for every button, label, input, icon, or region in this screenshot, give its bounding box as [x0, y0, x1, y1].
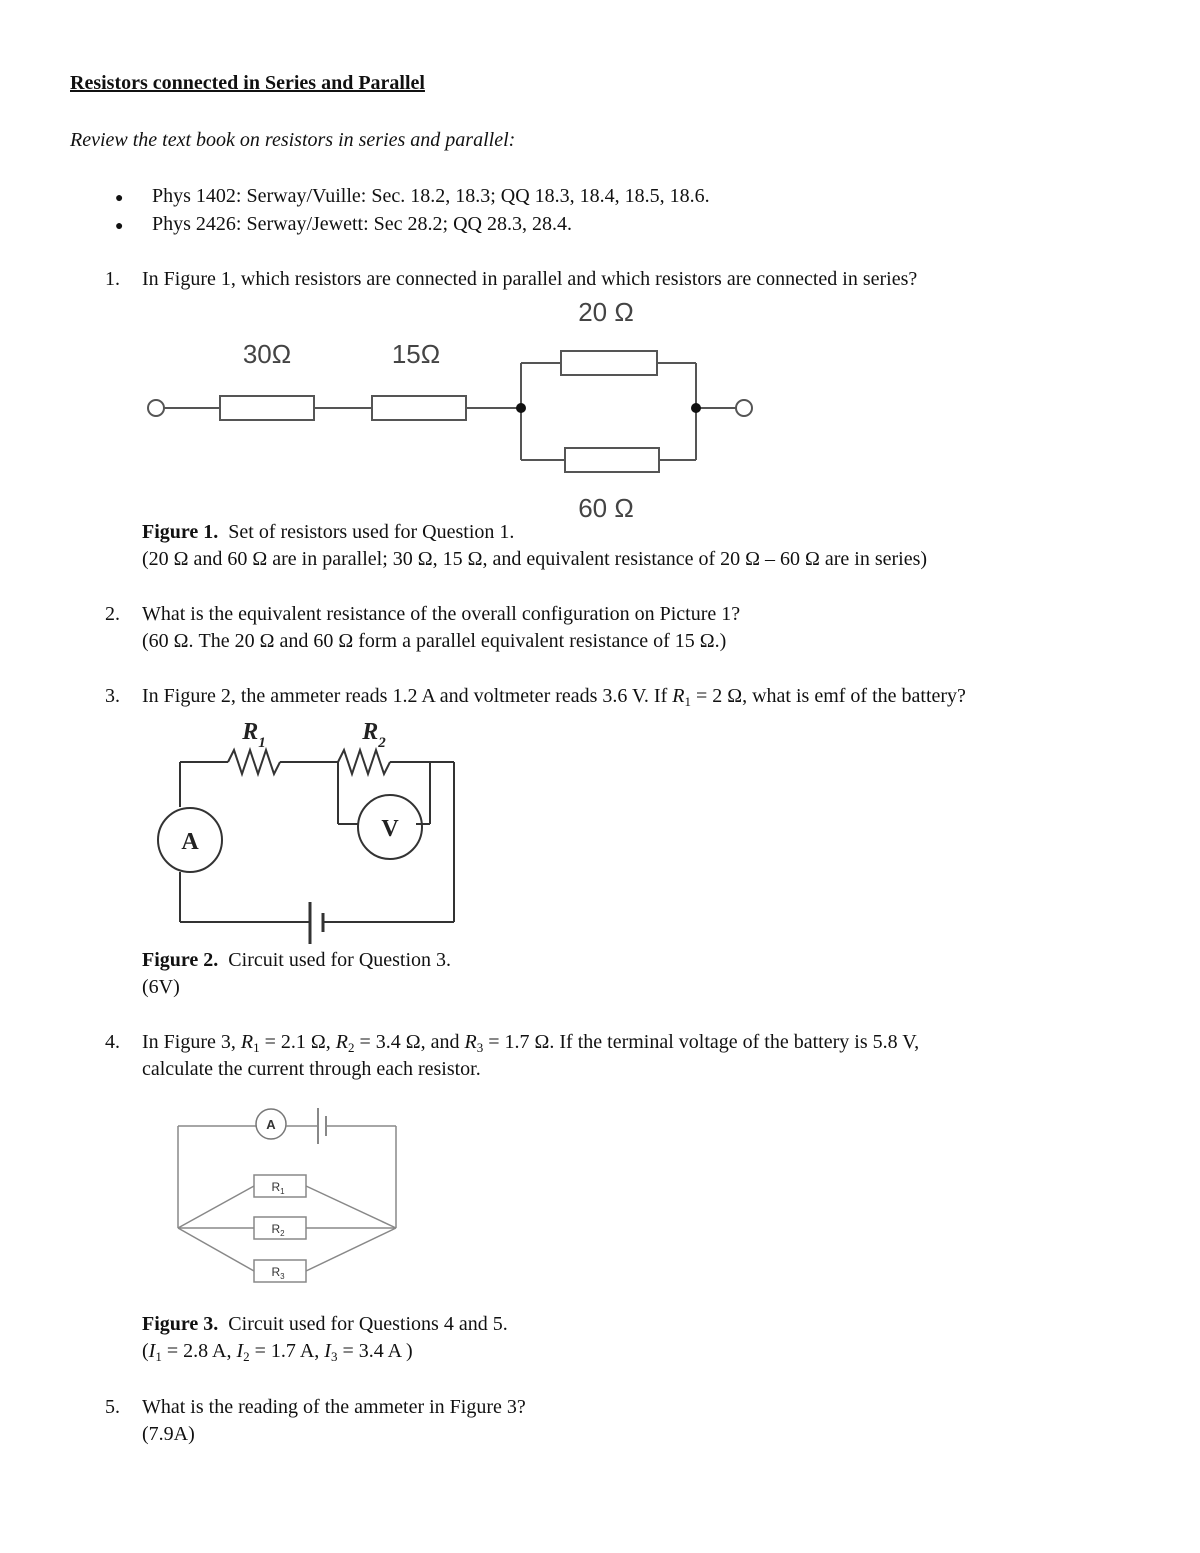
label-60-ohm: 60 Ω — [578, 493, 634, 523]
bullet-icon: ● — [115, 191, 124, 206]
label-r3: $R_3$ — [271, 1265, 285, 1281]
q4-r1-subscript: 1 — [253, 1040, 260, 1055]
q4-text-a: In Figure 3, — [142, 1031, 241, 1053]
label-r2: $R_2$ — [271, 1222, 285, 1238]
figure-1-caption-text: Set of resistors used for Question 1. — [228, 521, 515, 543]
q4-answer-open: ( — [142, 1340, 149, 1362]
figure-3-circuit — [170, 1100, 410, 1290]
node-dot — [691, 403, 701, 413]
q5-text: What is the reading of the ammeter in Figure 3? — [142, 1396, 526, 1418]
q4-i1-subscript: 1 — [155, 1349, 162, 1364]
q4-r2-symbol: R — [335, 1031, 348, 1053]
q4-r1-symbol: R — [240, 1031, 254, 1053]
q3-answer: (6V) — [142, 976, 180, 998]
figure-1-caption — [142, 520, 514, 544]
label-r2: $R_2$ — [362, 719, 386, 751]
figure-2-caption-text: Circuit used for Question 3. — [228, 949, 452, 971]
ammeter-label: A — [181, 829, 199, 855]
q1-text: In Figure 1, which resistors are connected in parallel and which resistors are connected in series? — [142, 268, 918, 290]
q4-answer — [142, 1339, 413, 1363]
resistor-30 — [220, 396, 314, 420]
q4-r3-symbol: R — [464, 1031, 477, 1053]
ammeter-label: A — [266, 1117, 276, 1132]
q4-r3-value: = 1.7 Ω. If the terminal voltage of the battery is 5.8 V, — [483, 1031, 920, 1053]
node-dot — [516, 403, 526, 413]
resistor-15 — [372, 396, 466, 420]
q4-r2-subscript: 2 — [347, 1040, 355, 1055]
bullet-text-1: Phys 1402: Serway/Vuille: Sec. 18.2, 18.3; QQ 18.3, 18.4, 18.5, 18.6. — [152, 185, 710, 207]
q4-i3-subscript: 3 — [330, 1349, 338, 1364]
q4-i3-symbol: I — [324, 1340, 331, 1362]
label-20-ohm: 20 Ω — [578, 297, 634, 327]
q5-number: 5. — [105, 1396, 120, 1418]
bullet-item — [115, 184, 123, 211]
q4-i3-value: = 3.4 A ) — [337, 1340, 413, 1362]
q4-r2-value: = 3.4 Ω, and — [354, 1031, 465, 1053]
q2-number: 2. — [105, 603, 120, 625]
q4-i2-value: = 1.7 A, — [249, 1340, 325, 1362]
label-r1: $R_1$ — [242, 719, 266, 751]
q1-answer: (20 Ω and 60 Ω are in parallel; 30 Ω, 15 Ω, and equivalent resistance of 20 Ω – 60 Ω are in series) — [142, 548, 928, 570]
bullet-item — [115, 212, 123, 239]
q5-answer: (7.9A) — [142, 1423, 195, 1445]
q4-i2-subscript: 2 — [243, 1349, 250, 1364]
figure-2-circuit — [140, 712, 480, 952]
q4-i1-value: = 2.8 A, — [161, 1340, 237, 1362]
figure-3-caption-text: Circuit used for Questions 4 and 5. — [228, 1313, 508, 1335]
q4-r3-subscript: 3 — [476, 1040, 484, 1055]
figure-1-circuit — [140, 290, 780, 525]
review-intro: Review the text book on resistors in series and parallel: — [70, 129, 516, 151]
figure-3-caption — [142, 1312, 508, 1336]
label-15-ohm: 15Ω — [391, 339, 441, 369]
q3-text — [142, 684, 966, 708]
bullet-icon: ● — [115, 219, 124, 234]
q1-number: 1. — [105, 268, 120, 290]
q4-number: 4. — [105, 1031, 120, 1053]
bullet-text-2: Phys 2426: Serway/Jewett: Sec 28.2; QQ 28.3, 28.4. — [152, 213, 572, 235]
q4-r1-value: = 2.1 Ω, — [259, 1031, 336, 1053]
q3-text-a: In Figure 2, the ammeter reads 1.2 A and voltmeter reads 3.6 V. If — [142, 685, 673, 707]
resistor-r1-zigzag — [228, 750, 280, 774]
q3-number: 3. — [105, 685, 120, 707]
figure-2-caption — [142, 948, 451, 972]
q3-r-subscript: 1 — [684, 694, 691, 709]
voltmeter-label: V — [381, 816, 399, 842]
figure-3-caption-label: Figure 3. — [142, 1313, 219, 1335]
label-30-ohm: 30Ω — [242, 339, 292, 369]
resistor-20 — [561, 351, 657, 375]
resistor-60 — [565, 448, 659, 472]
q4-text-line1 — [142, 1030, 919, 1054]
q3-r-symbol: R — [672, 685, 685, 707]
q3-text-b: = 2 Ω, what is emf of the battery? — [690, 685, 966, 707]
figure-1-caption-label: Figure 1. — [142, 521, 219, 543]
figure-2-caption-label: Figure 2. — [142, 949, 219, 971]
label-r1: $R_1$ — [271, 1180, 285, 1196]
q4-text-line2: calculate the current through each resistor. — [142, 1058, 481, 1080]
q2-text: What is the equivalent resistance of the overall configuration on Picture 1? — [142, 603, 741, 625]
q2-answer: (60 Ω. The 20 Ω and 60 Ω form a parallel equivalent resistance of 15 Ω.) — [142, 630, 727, 652]
resistor-r2-zigzag — [338, 750, 390, 774]
page-title: Resistors connected in Series and Parallel — [70, 72, 425, 94]
q4-i2-symbol: I — [236, 1340, 244, 1362]
q4-i1-symbol: I — [148, 1340, 156, 1362]
